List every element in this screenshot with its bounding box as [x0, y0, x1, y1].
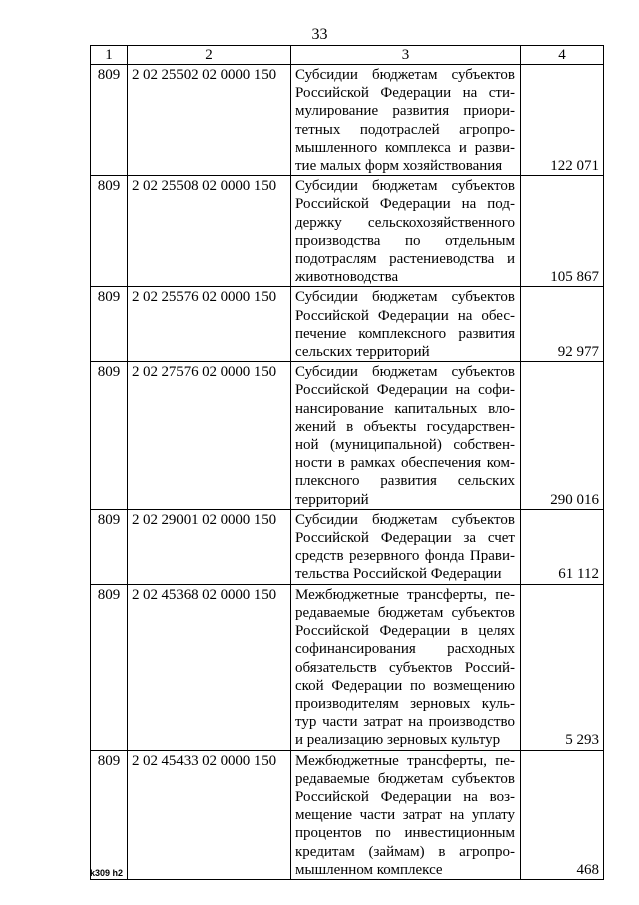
- budget-code-cell: 2 02 45368 02 0000 150: [128, 584, 291, 750]
- description-line: Субсидии бюджетам субъектов: [295, 178, 515, 195]
- description-line: печение комплексного развития: [295, 325, 515, 342]
- description-line: Российской Федерации на обес-: [295, 307, 515, 324]
- description-line: софинансирования расходных: [295, 641, 515, 658]
- admin-code-cell: 809: [91, 584, 128, 750]
- budget-table: [90, 45, 604, 880]
- description-cell: [291, 750, 521, 879]
- description-line: ной (муниципальной) собствен-: [295, 437, 515, 454]
- table-row: [91, 287, 604, 362]
- description-line: производителям зерновых куль-: [295, 695, 515, 712]
- description-line: редаваемые бюджетам субъектов: [295, 770, 515, 787]
- budget-code-cell: 2 02 45433 02 0000 150: [128, 750, 291, 879]
- description-line: Субсидии бюджетам субъектов: [295, 511, 515, 528]
- table-row: [91, 584, 604, 750]
- footer-code: k309 h2: [90, 868, 124, 878]
- description-line: подотраслям растениеводства и: [295, 251, 515, 268]
- budget-code-cell: 2 02 25576 02 0000 150: [128, 287, 291, 362]
- admin-code-cell: 809: [91, 176, 128, 287]
- description-line: мещение части затрат на уплату: [295, 807, 515, 824]
- amount-cell: 61 112: [521, 509, 604, 584]
- column-header: 4: [521, 46, 604, 65]
- budget-code-cell: 2 02 25508 02 0000 150: [128, 176, 291, 287]
- description-line: нансирование капитальных вло-: [295, 400, 515, 417]
- description-cell: [291, 584, 521, 750]
- description-line: Российской Федерации на софи-: [295, 382, 515, 399]
- amount-cell: 468: [521, 750, 604, 879]
- description-cell: [291, 287, 521, 362]
- description-line: мышленного комплекса и разви-: [295, 139, 515, 156]
- description-line: тетных подотраслей агропро-: [295, 121, 515, 138]
- description-cell: [291, 362, 521, 510]
- description-line: обязательств субъектов Россий-: [295, 659, 515, 676]
- description-line: Российской Федерации за счет: [295, 530, 515, 547]
- description-line: Российской Федерации на под-: [295, 196, 515, 213]
- budget-code-cell: 2 02 29001 02 0000 150: [128, 509, 291, 584]
- description-line: тие малых форм хозяйствования: [295, 158, 503, 175]
- amount-cell: 105 867: [521, 176, 604, 287]
- description-line: Межбюджетные трансферты, пе-: [295, 586, 515, 603]
- amount-cell: 122 071: [521, 65, 604, 176]
- amount-cell: 92 977: [521, 287, 604, 362]
- admin-code-cell: 809: [91, 287, 128, 362]
- page-number: 33: [311, 26, 328, 43]
- description-line: и реализацию зерновых культур: [295, 732, 501, 749]
- description-line: сельских территорий: [295, 344, 430, 361]
- description-line: Субсидии бюджетам субъектов: [295, 289, 515, 306]
- description-line: средств резервного фонда Прави-: [295, 548, 515, 565]
- description-line: процентов по инвестиционным: [295, 825, 515, 842]
- table-row: [91, 362, 604, 510]
- description-cell: [291, 65, 521, 176]
- description-line: жений в объекты государствен-: [295, 418, 515, 435]
- table-header-row: [91, 46, 604, 65]
- admin-code-cell: 809: [91, 362, 128, 510]
- table-row: [91, 65, 604, 176]
- description-line: Российской Федерации в целях: [295, 623, 515, 640]
- description-line: держку сельскохозяйственного: [295, 214, 515, 231]
- description-line: Российской Федерации на сти-: [295, 85, 515, 102]
- table-body: [91, 65, 604, 880]
- table-row: [91, 176, 604, 287]
- description-cell: [291, 176, 521, 287]
- description-line: тельства Российской Федерации: [295, 566, 502, 583]
- description-line: ности в рамках обеспечения ком-: [295, 455, 515, 472]
- table-row: [91, 750, 604, 879]
- description-line: Субсидии бюджетам субъектов: [295, 67, 515, 83]
- description-cell: [291, 509, 521, 584]
- description-line: мышленном комплексе: [295, 861, 443, 878]
- column-header: 1: [91, 46, 128, 65]
- description-line: животноводства: [295, 269, 399, 286]
- column-header: 2: [128, 46, 291, 65]
- admin-code-cell: 809: [91, 65, 128, 176]
- description-line: кредитам (займам) в агропро-: [295, 843, 515, 860]
- description-line: мулирование развития приори-: [295, 103, 515, 120]
- amount-cell: 290 016: [521, 362, 604, 510]
- description-line: территорий: [295, 491, 369, 508]
- description-line: производства по отдельным: [295, 232, 515, 249]
- description-line: Межбюджетные трансферты, пе-: [295, 752, 515, 769]
- description-line: тур части затрат на производство: [295, 714, 515, 731]
- description-line: редаваемые бюджетам субъектов: [295, 604, 515, 621]
- column-header: 3: [291, 46, 521, 65]
- description-line: Российской Федерации на воз-: [295, 788, 515, 805]
- admin-code-cell: 809: [91, 750, 128, 879]
- admin-code-cell: 809: [91, 509, 128, 584]
- budget-code-cell: 2 02 25502 02 0000 150: [128, 65, 291, 176]
- table-row: [91, 509, 604, 584]
- description-line: плексного развития сельских: [295, 473, 515, 490]
- amount-cell: 5 293: [521, 584, 604, 750]
- budget-code-cell: 2 02 27576 02 0000 150: [128, 362, 291, 510]
- description-line: ской Федерации по возмещению: [295, 677, 515, 694]
- description-line: Субсидии бюджетам субъектов: [295, 364, 515, 381]
